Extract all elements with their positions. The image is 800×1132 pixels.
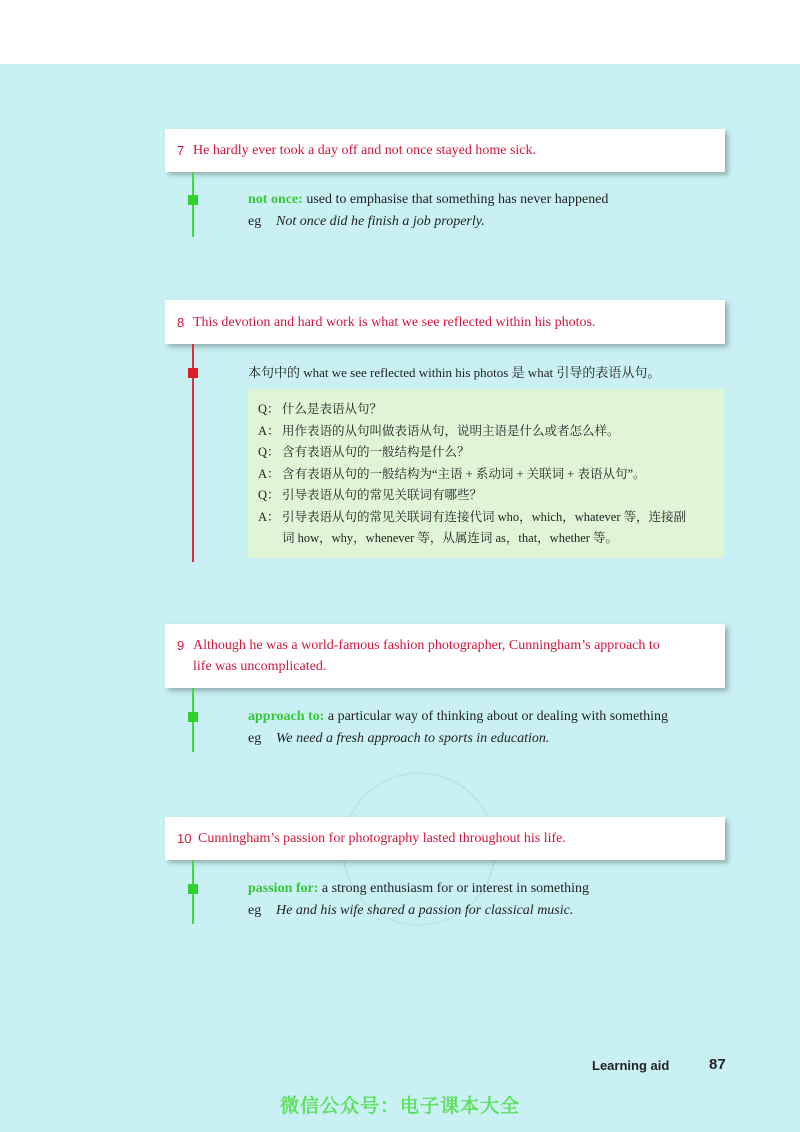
note-marker bbox=[188, 712, 198, 722]
sentence-text-line-2: life was uncomplicated. bbox=[193, 659, 327, 674]
sentence-text: He hardly ever took a day off and not once stayed home sick. bbox=[193, 143, 537, 158]
sentence-card-8 bbox=[165, 300, 725, 344]
vocab-definition: used to emphasise that something has never happened bbox=[302, 192, 609, 207]
sentence-card-7 bbox=[165, 129, 725, 172]
vocab-definition: a particular way of thinking about or dealing with something bbox=[324, 709, 669, 724]
note-marker bbox=[188, 195, 198, 205]
qa-box bbox=[248, 389, 724, 558]
qa-line bbox=[258, 421, 724, 443]
vocab-keyword: passion for: bbox=[248, 881, 319, 896]
qa-label: A： bbox=[258, 423, 280, 438]
sentence-number: 7 bbox=[177, 143, 185, 158]
qa-text: 什么是表语从句？ bbox=[282, 402, 383, 416]
qa-label: Q： bbox=[258, 488, 280, 502]
sentence-text-line-1: Although he was a world-famous fashion photographer, Cunningham’s approach to bbox=[193, 638, 660, 653]
page-number: 87 bbox=[709, 1056, 726, 1073]
qa-line bbox=[258, 485, 724, 507]
vocab-definition: a strong enthusiasm for or interest in something bbox=[318, 881, 590, 896]
qa-label: A： bbox=[258, 466, 280, 481]
sentence-text: Cunningham’s passion for photography lasted throughout his life. bbox=[198, 831, 566, 846]
qa-line bbox=[258, 528, 724, 550]
sentence-card-10 bbox=[165, 817, 725, 860]
vocab-keyword: approach to: bbox=[248, 709, 325, 724]
eg-label: eg bbox=[248, 731, 262, 746]
vocab-note-7 bbox=[248, 189, 608, 233]
wechat-watermark-text: 微信公众号：电子课本大全 bbox=[279, 1095, 520, 1117]
qa-line bbox=[258, 464, 724, 486]
qa-text: 引导表语从句的常见关联词有连接代词 who，which，whatever 等，连接副 bbox=[282, 509, 687, 524]
grammar-note-8 bbox=[248, 362, 660, 384]
qa-text: 词 how，why，whenever 等，从属连词 as，that，whether 等。 bbox=[282, 531, 619, 545]
qa-line bbox=[258, 442, 724, 464]
note-marker bbox=[188, 884, 198, 894]
sentence-card-9 bbox=[165, 624, 725, 688]
qa-text: 含有表语从句的一般结构为“主语 + 系动词 + 关联词 + 表语从句”。 bbox=[282, 466, 646, 481]
qa-label: Q： bbox=[258, 445, 280, 459]
qa-line bbox=[258, 399, 724, 421]
grammar-note-text: 本句中的 what we see reflected within his photos 是 what 引导的表语从句。 bbox=[248, 365, 661, 380]
section-label: Learning aid bbox=[592, 1058, 670, 1073]
sentence-number: 9 bbox=[177, 638, 185, 653]
qa-text: 引导表语从句的常见关联词有哪些？ bbox=[282, 488, 483, 502]
note-marker bbox=[188, 368, 198, 378]
eg-label: eg bbox=[248, 903, 262, 918]
sentence-number: 8 bbox=[177, 315, 185, 330]
qa-line bbox=[258, 507, 724, 529]
vocab-keyword: not once: bbox=[248, 192, 303, 207]
example-sentence: He and his wife shared a passion for classical music. bbox=[276, 903, 574, 918]
qa-label: Q： bbox=[258, 402, 280, 416]
vocab-note-9 bbox=[248, 706, 668, 750]
qa-text: 含有表语从句的一般结构是什么？ bbox=[282, 445, 470, 459]
eg-label: eg bbox=[248, 214, 262, 229]
example-sentence: Not once did he finish a job properly. bbox=[276, 214, 485, 229]
sentence-number: 10 bbox=[177, 831, 192, 846]
example-sentence: We need a fresh approach to sports in education. bbox=[276, 731, 550, 746]
qa-label: A： bbox=[258, 509, 280, 524]
sentence-text: This devotion and hard work is what we see reflected within his photos. bbox=[193, 315, 596, 330]
qa-text: 用作表语的从句叫做表语从句，说明主语是什么或者怎么样。 bbox=[282, 423, 620, 438]
vocab-note-10 bbox=[248, 878, 589, 922]
